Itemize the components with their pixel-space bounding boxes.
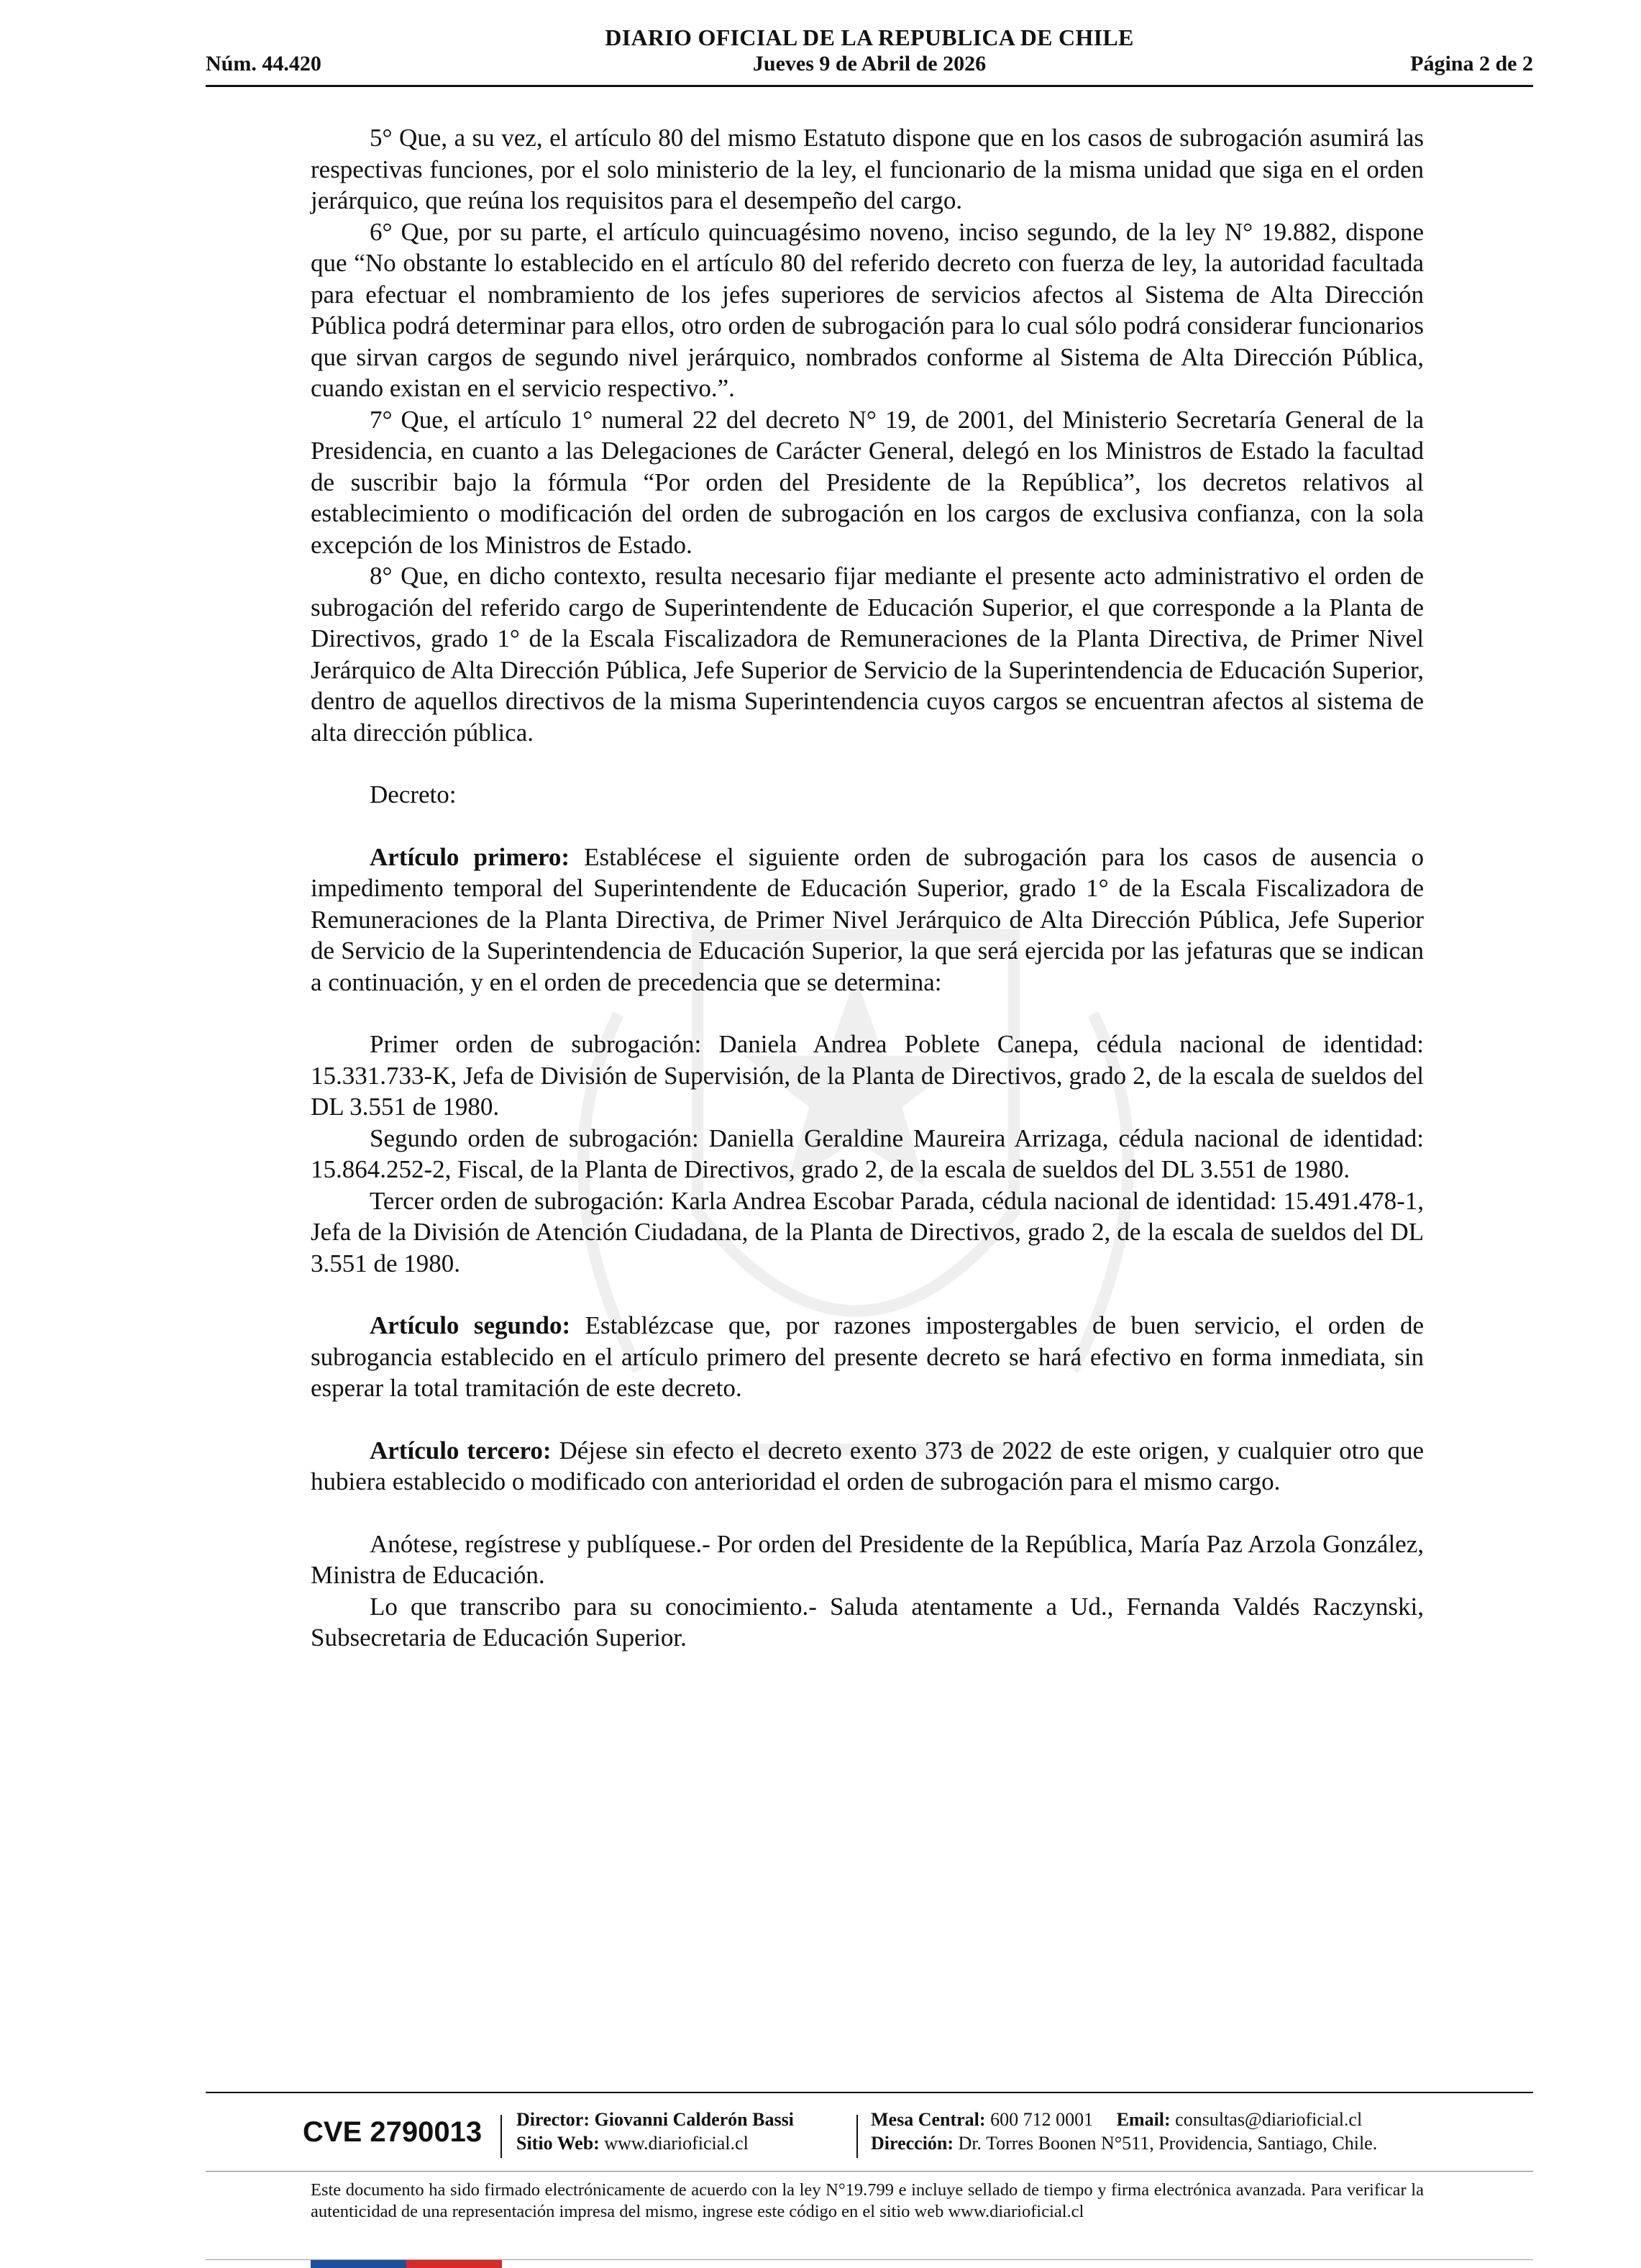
page-indicator: Página 2 de 2 [1410, 52, 1533, 76]
site-link[interactable]: www.diarioficial.cl [599, 2133, 749, 2154]
address-value: Dr. Torres Boonen N°511, Providencia, Santiago, Chile. [954, 2133, 1378, 2154]
paragraph-7: 7° Que, el artículo 1° numeral 22 del decreto N° 19, de 2001, del Ministerio Secretaría General de la Presidencia, en cuanto a las Delegaciones de Carácter General, delegó en los Ministros de Estado la facultad de suscribir bajo la fórmula “Por orden del Presidente de la República”, los decretos relativos al establecimiento o modificación del orden de subrogación en los cargos de exclusiva confianza, con la sola excepción de los Ministros de Estado. [311, 405, 1424, 559]
flag-red-band [406, 2260, 502, 2268]
footer-separator [500, 2115, 502, 2158]
page-footer [206, 2108, 1533, 2251]
issue-date: Jueves 9 de Abril de 2026 [752, 52, 987, 76]
article-second [311, 1310, 1424, 1404]
article-third-label: Artículo tercero: [370, 1436, 552, 1465]
article-first-text: Establécese el siguiente orden de subrogación para los casos de ausencia o impedimento temporal del Superintendente de Educación Superior, grado 1° de la Escala Fiscalizadora de Remuneraciones de la Planta Directiva, de Primer Nivel Jerárquico de Alta Dirección Pública, Jefe Superior de Servicio de la Superintendencia de Educación Superior, la que será ejercida por las jefaturas que se indican a continuación, y en el orden de precedencia que se determina: [311, 842, 1424, 996]
closing-transcription: Lo que transcribo para su conocimiento.- Saluda atentamente a Ud., Fernanda Valdés Raczynski, Subsecretaria de Educación Superior. [311, 1592, 1424, 1652]
header-divider [206, 85, 1533, 87]
document-body [311, 122, 1424, 1654]
paragraph-8: 8° Que, en dicho contexto, resulta necesario fijar mediante el presente acto administrativo el orden de subrogación del referido cargo de Superintendente de Educación Superior, el que corresponde a la Planta de Directivos, grado 1° de la Escala Fiscalizadora de Remuneraciones de la Planta Directiva, de Primer Nivel Jerárquico de Alta Dirección Pública, Jefe Superior de Servicio de la Superintendencia de Educación Superior, dentro de aquellos directivos de la misma Superintendencia cuyos cargos se encuentran afectos al sistema de alta dirección pública. [311, 562, 1424, 747]
footer-contact-info [871, 2108, 1377, 2155]
email-link[interactable]: consultas@diarioficial.cl [1170, 2109, 1363, 2130]
cve-code: CVE 2790013 [303, 2116, 483, 2148]
subrogation-order-2: Segundo orden de subrogación: Daniella Geraldine Maureira Arrizaga, cédula nacional de identidad: 15.864.252-2, Fiscal, de la Planta de Directivos, grado 2, de la escala de sueldos del DL 3.551 de 1980. [311, 1124, 1424, 1183]
mesa-value: 600 712 0001 [985, 2109, 1094, 2130]
issue-number: Núm. 44.420 [206, 52, 321, 76]
article-first [311, 842, 1424, 998]
footer-divider [206, 2092, 1533, 2093]
article-first-label: Artículo primero: [370, 842, 570, 871]
article-second-text: Establézcase que, por razones impostergables de buen servicio, el orden de subrogancia establecido en el artículo primero del presente decreto se hará efectivo en forma inmediata, sin esperar la total tramitación de este decreto. [311, 1311, 1424, 1402]
site-label: Sitio Web: [516, 2133, 600, 2154]
article-third-text: Déjese sin efecto el decreto exento 373 de 2022 de este origen, y cualquier otro que hubiera establecido o modificado con anterioridad el orden de subrogación para el mismo cargo. [311, 1436, 1424, 1495]
footer-inner-divider [206, 2171, 1533, 2172]
paragraph-6: 6° Que, por su parte, el artículo quincuagésimo noveno, inciso segundo, de la ley N° 19.882, dispone que “No obstante lo establecido en el artículo 80 del referido decreto con fuerza de ley, la autoridad facultada para efectuar el nombramiento de los jefes superiores de servicios afectos al Sistema de Alta Dirección Pública podrá determinar para ellos, otro orden de subrogación para lo cual sólo podrá considerar funcionarios que sirvan cargos de segundo nivel jerárquico, nombrados conforme al Sistema de Alta Dirección Pública, cuando existan en el servicio respectivo.”. [311, 217, 1424, 402]
decreto-heading: Decreto: [370, 780, 457, 809]
director-label: Director: [516, 2109, 590, 2130]
newspaper-title: DIARIO OFICIAL DE LA REPUBLICA DE CHILE [605, 24, 1134, 50]
article-third [311, 1435, 1424, 1498]
mesa-label: Mesa Central: [871, 2109, 986, 2130]
footer-separator [856, 2115, 858, 2158]
flag-blue-band [311, 2260, 406, 2268]
page-header [206, 22, 1533, 86]
footer-director-info [516, 2108, 794, 2155]
director-value: Giovanni Calderón Bassi [590, 2109, 794, 2130]
address-label: Dirección: [871, 2133, 954, 2154]
electronic-signature-note: Este documento ha sido firmado electrónicamente de acuerdo con la ley N°19.799 e incluye sellado de tiempo y firma electrónica avanzada. Para verificar la autenticidad de una representación impresa del mismo, ingrese este código en el sitio web www.diarioficial.cl [311, 2180, 1424, 2221]
email-label: Email: [1116, 2109, 1171, 2130]
subrogation-order-3: Tercer orden de subrogación: Karla Andrea Escobar Parada, cédula nacional de identidad: 15.491.478-1, Jefa de la División de Atención Ciudadana, de la Planta de Directivos, grado 2, de la escala de sueldos del DL 3.551 de 1980. [311, 1186, 1424, 1278]
closing-signature: Anótese, regístrese y publíquese.- Por orden del Presidente de la República, María Paz Arzola González, Ministra de Educación. [311, 1529, 1424, 1589]
subrogation-order-1: Primer orden de subrogación: Daniela Andrea Poblete Canepa, cédula nacional de identidad: 15.331.733-K, Jefa de División de Supervisión, de la Planta de Directivos, grado 2, de la escala de sueldos del DL 3.551 de 1980. [311, 1030, 1424, 1121]
paragraph-5: 5° Que, a su vez, el artículo 80 del mismo Estatuto dispone que en los casos de subrogación asumirá las respectivas funciones, por el solo ministerio de la ley, el funcionario de la misma unidad que siga en el orden jerárquico, que reúna los requisitos para el desempeño del cargo. [311, 124, 1424, 214]
article-second-label: Artículo segundo: [370, 1311, 571, 1339]
flag-stripe [311, 2260, 502, 2268]
